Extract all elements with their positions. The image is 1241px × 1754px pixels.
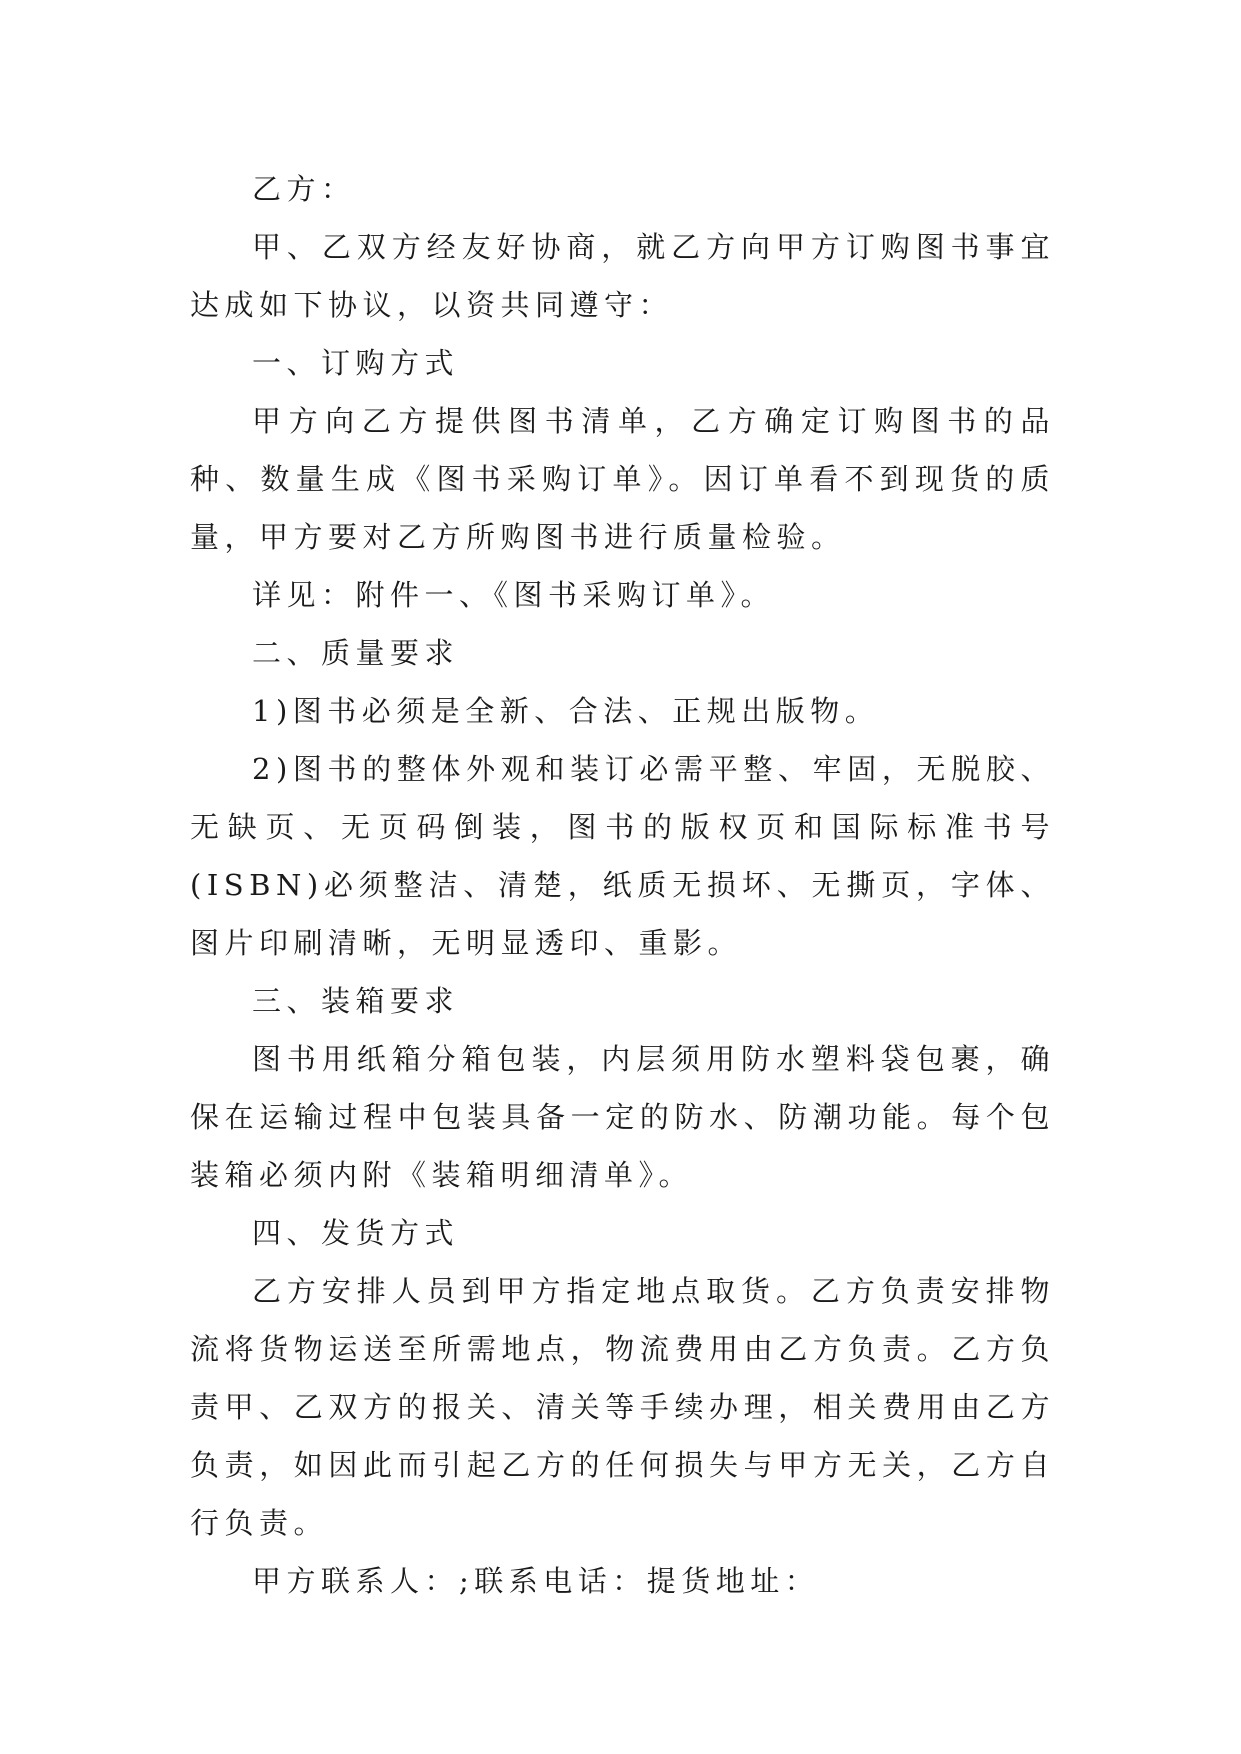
attachment-reference: 详见：附件一、《图书采购订单》。 [252,578,776,612]
quality-item-2: 2)图书的整体外观和装订必需平整、牢固，无脱胶、无缺页、无页码倒装，图书的版权页和国际标准书号(ISBN)必须整洁、清楚，纸质无损坏、无撕页，字体、图片印刷清晰，无明显透印、重影。 [190,752,1055,960]
party-b-label: 乙方： [252,172,356,206]
quality-item-1: 1)图书必须是全新、合法、正规出版物。 [252,694,880,728]
preamble-paragraph: 甲、乙双方经友好协商，就乙方向甲方订购图书事宜达成如下协议，以资共同遵守： [190,230,1055,322]
order-method-paragraph: 甲方向乙方提供图书清单，乙方确定订购图书的品种、数量生成《图书采购订单》。因订单看不到现货的质量，甲方要对乙方所购图书进行质量检验。 [190,404,1055,554]
section-heading-packing: 三、装箱要求 [252,984,460,1018]
section-heading-order-method: 一、订购方式 [252,346,460,380]
section-heading-quality: 二、质量要求 [252,636,460,670]
packing-paragraph: 图书用纸箱分箱包装，内层须用防水塑料袋包裹，确保在运输过程中包装具备一定的防水、防潮功能。每个包装箱必须内附《装箱明细清单》。 [190,1042,1055,1192]
section-heading-delivery: 四、发货方式 [252,1216,460,1250]
delivery-paragraph: 乙方安排人员到甲方指定地点取货。乙方负责安排物流将货物运送至所需地点，物流费用由乙方负责。乙方负责甲、乙双方的报关、清关等手续办理，相关费用由乙方负责，如因此而引起乙方的任何损失与甲方无关，乙方自行负责。 [190,1274,1055,1540]
contact-line: 甲方联系人：;联系电话：提货地址： [252,1564,820,1598]
document-body [190,160,1055,1610]
